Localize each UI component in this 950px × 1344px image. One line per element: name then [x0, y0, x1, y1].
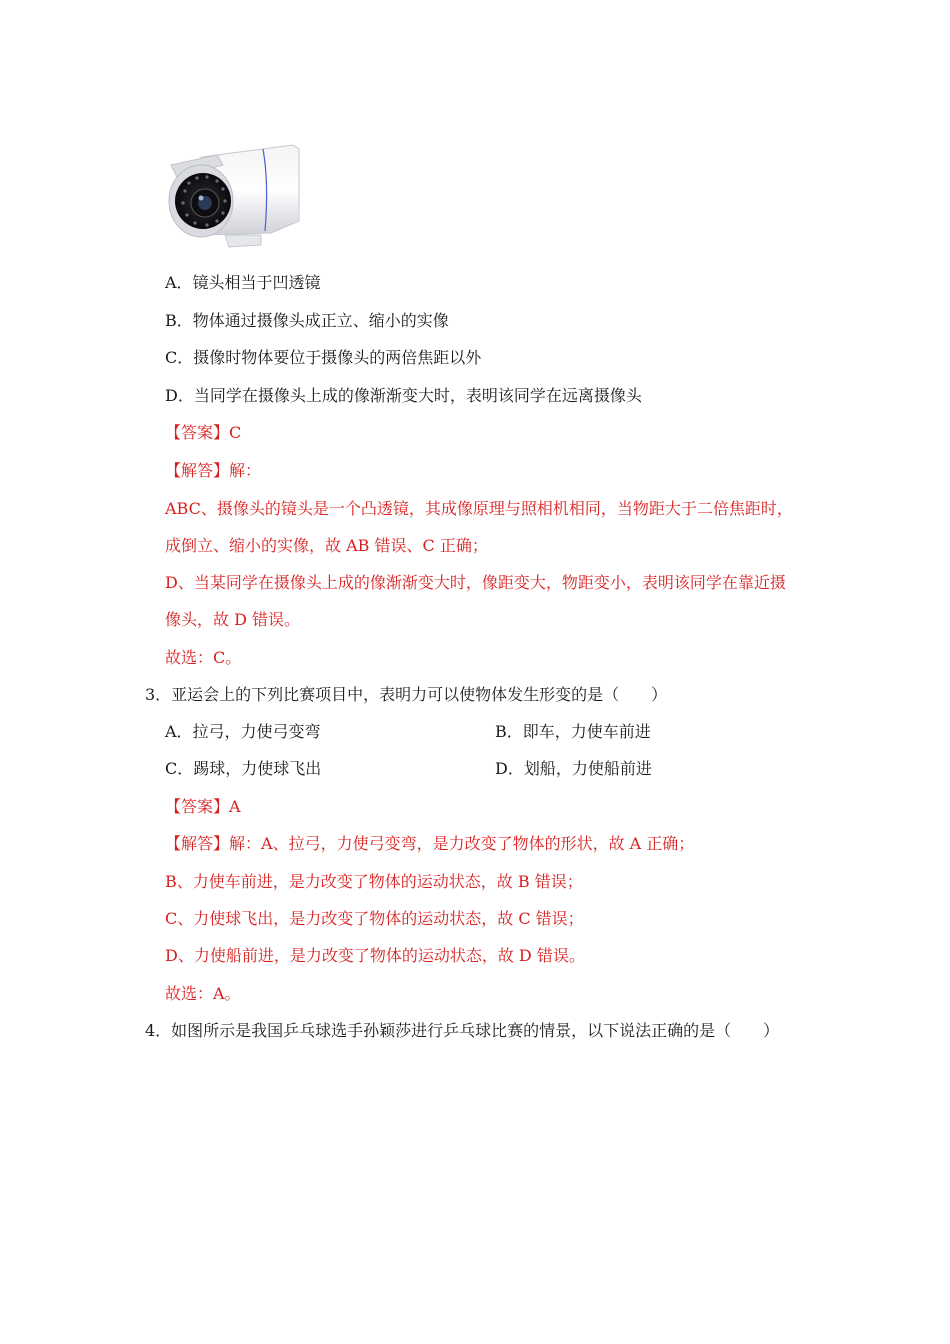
option-b: B．物体通过摄像头成正立、缩小的实像: [165, 311, 449, 330]
option-d: D．划船，力使船前进: [495, 759, 652, 778]
analysis-line: 成倒立、缩小的实像，故 AB 错误、C 正确；: [165, 536, 488, 555]
analysis-label: 【解答】解：: [165, 834, 262, 853]
option-a: A．镜头相当于凹透镜: [165, 273, 321, 292]
analysis-line: 像头，故 D 错误。: [165, 610, 301, 629]
analysis-line: D、力使船前进，是力改变了物体的运动状态，故 D 错误。: [165, 946, 585, 965]
analysis-line: C、力使球飞出，是力改变了物体的运动状态，故 C 错误；: [165, 909, 584, 928]
answer-label: 【答案】C: [165, 423, 242, 442]
analysis-line: 故选：C。: [165, 648, 242, 667]
question-stem: 3．亚运会上的下列比赛项目中，表明力可以使物体发生形变的是（ ）: [145, 685, 668, 704]
option-c: C．踢球，力使球飞出: [165, 759, 322, 778]
answer-label: 【答案】A: [165, 797, 241, 816]
option-a: A．拉弓，力使弓变弯: [165, 722, 321, 741]
analysis-first-line: [165, 833, 694, 855]
analysis-line: B、力使车前进，是力改变了物体的运动状态，故 B 错误；: [165, 872, 583, 891]
analysis-line: 故选：A。: [165, 984, 241, 1003]
security-camera-image: [165, 143, 301, 249]
option-d: D．当同学在摄像头上成的像渐渐变大时，表明该同学在远离摄像头: [165, 386, 642, 405]
option-b: B．即车，力使车前进: [495, 722, 651, 741]
question-stem: 4．如图所示是我国乒乓球选手孙颖莎进行乒乓球比赛的情景，以下说法正确的是（ ）: [145, 1021, 780, 1040]
option-c: C．摄像时物体要位于摄像头的两倍焦距以外: [165, 348, 482, 367]
analysis-text: A、拉弓，力使弓变弯，是力改变了物体的形状，故 A 正确；: [261, 834, 695, 853]
analysis-line: ABC、摄像头的镜头是一个凸透镜，其成像原理与照相机相同，当物距大于二倍焦距时，: [165, 499, 793, 518]
analysis-line: D、当某同学在摄像头上成的像渐渐变大时，像距变大，物距变小，表明该同学在靠近摄: [165, 573, 786, 592]
analysis-label: 【解答】解：: [165, 461, 262, 480]
